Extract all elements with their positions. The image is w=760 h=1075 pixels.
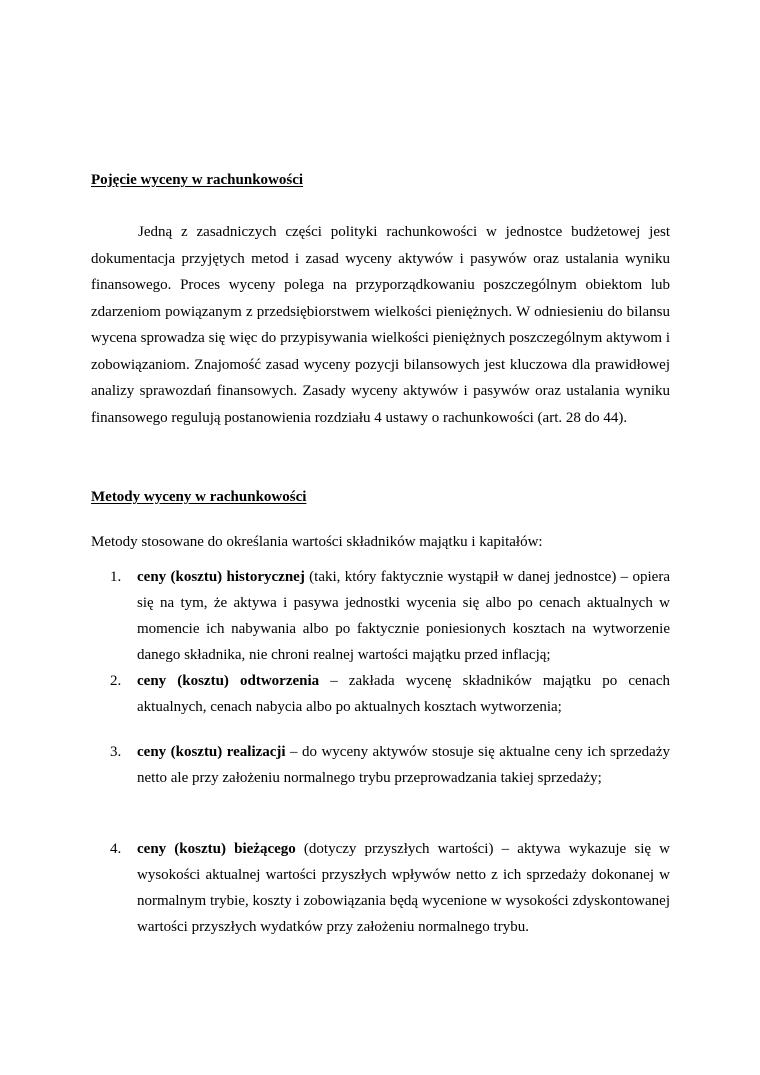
list-item-number: 2. [110, 673, 122, 689]
list-item-number: 4. [110, 841, 122, 857]
list-item [110, 739, 670, 791]
list-item-number: 3. [110, 744, 122, 760]
list-item-term: ceny (kosztu) realizacji [137, 744, 286, 760]
list-item-term: ceny (kosztu) odtworzenia [137, 673, 320, 689]
section-heading-valuation-methods: Metody wyceny w rachunkowości [91, 489, 307, 505]
list-item [110, 668, 670, 720]
list-item [110, 564, 670, 668]
list-item-term: ceny (kosztu) historycznej [137, 569, 305, 585]
list-item-number: 1. [110, 569, 122, 585]
list-item-text: (taki, który faktycznie wystąpił w danej jednostce) – opiera się na tym, że aktywa i pasywa jednostki wycenia się albo po cenach aktualnych w momencie ich nabywania albo po faktycznie poniesionych kosztach na wytworzenie danego składnika, nie chroni realnej wartości majątku przed inflacją; [137, 569, 670, 663]
list-item-text: – zakłada wycenę składników majątku po cenach aktualnych, cenach nabycia albo po aktualnych kosztach wytworzenia; [137, 673, 670, 715]
paragraph-valuation-concept: Jedną z zasadniczych części polityki rachunkowości w jednostce budżetowej jest dokumentacja przyjętych metod i zasad wyceny aktywów i pasywów oraz ustalania wyniku finansowego. Proces wyceny polega na przyporządkowaniu poszczególnym obiektom lub zdarzeniom powiązanym z przedsiębiorstwem wielkości pieniężnych. W odniesieniu do bilansu wycena sprowadza się więc do przypisywania wielkości pieniężnych poszczególnym aktywom i zobowiązaniom. Znajomość zasad wyceny pozycji bilansowych jest kluczowa dla prawidłowej analizy sprawozdań finansowych. Zasady wyceny aktywów i pasywów oraz ustalania wyniku finansowego regulują postanowienia rozdziału 4 ustawy o rachunkowości (art. 28 do 44). [91, 224, 670, 426]
list-item [110, 836, 670, 940]
methods-intro-text: Metody stosowane do określania wartości składników majątku i kapitałów: [91, 534, 543, 550]
list-item-term: ceny (kosztu) bieżącego [137, 841, 296, 857]
list-item-text: – do wyceny aktywów stosuje się aktualne ceny ich sprzedaży netto ale przy założeniu normalnego trybu przeprowadzania takiej sprzedaży; [137, 744, 670, 786]
section-heading-valuation-concept: Pojęcie wyceny w rachunkowości [91, 172, 304, 188]
list-item-text: (dotyczy przyszłych wartości) – aktywa wykazuje się w wysokości aktualnej wartości przyszłych wpływów netto z ich sprzedaży dokonanej w normalnym trybie, koszty i zobowiązania będą wycenione w wysokości zdyskontowanej wartości przyszłych wydatków przy założeniu normalnego trybu. [137, 841, 670, 935]
